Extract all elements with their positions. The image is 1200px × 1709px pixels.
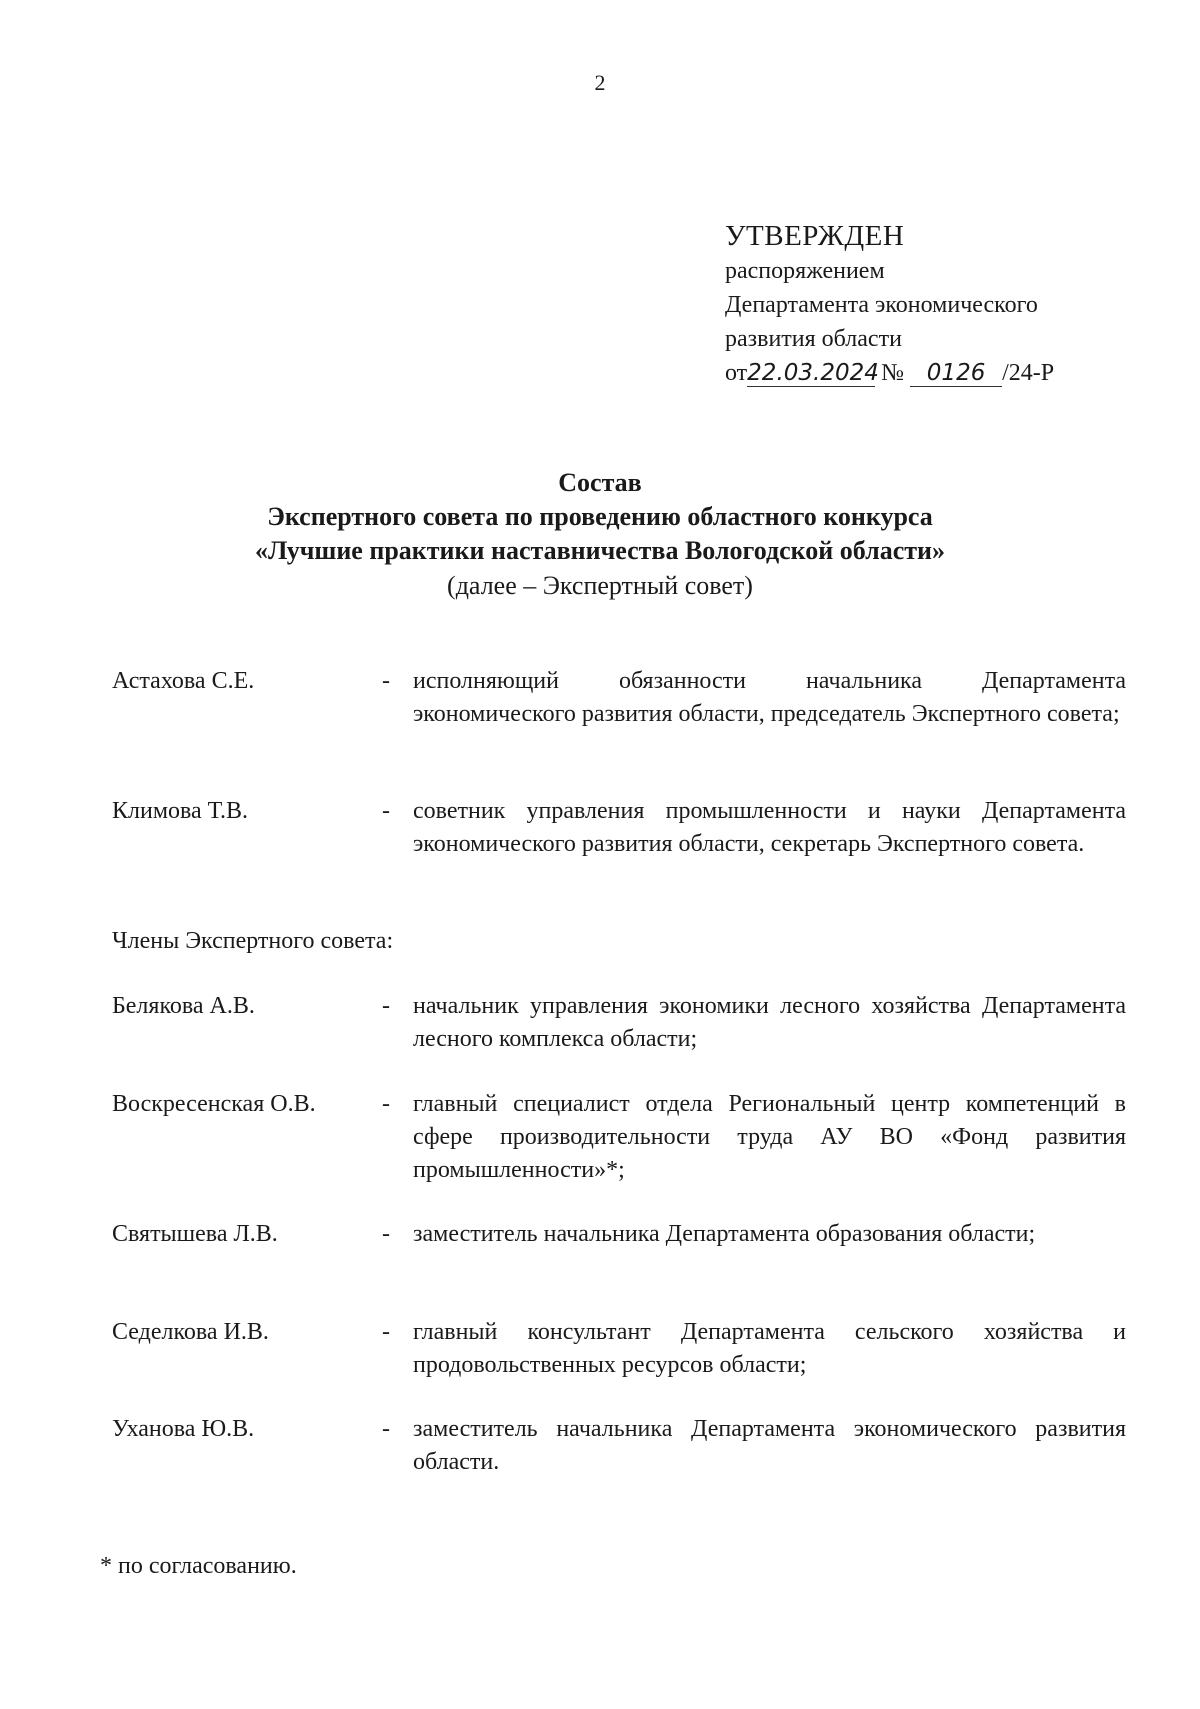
member-entry — [112, 1088, 1126, 1187]
member-name: Святышева Л.В. — [112, 1221, 278, 1247]
title-line-3: «Лучшие практики наставничества Вологодской области» — [254, 536, 945, 565]
page-number: 2 — [594, 70, 606, 95]
approval-line-1: распоряжением — [725, 258, 885, 284]
member-entry — [112, 1316, 1126, 1382]
title-line-1: Состав — [558, 468, 642, 497]
dash: - — [382, 798, 390, 824]
document-title — [0, 466, 1200, 604]
member-role: заместитель начальника Департамента образования области; — [413, 1221, 1036, 1247]
number-suffix: /24-Р — [1002, 360, 1055, 386]
member-role: главный специалист отдела Региональный центр компетенций в сфере производительности труда АУ ВО «Фонд развития промышленности»*; — [413, 1091, 1126, 1183]
member-role: исполняющий обязанности начальника Департамента экономического развития области, председатель Экспертного совета; — [413, 668, 1126, 727]
title-line-2: Экспертного совета по проведению областного конкурса — [267, 502, 933, 531]
title-line-4: (далее – Экспертный совет) — [447, 571, 753, 600]
footnote: * по согласованию. — [100, 1553, 297, 1579]
handwritten-number: 0126 — [910, 360, 1002, 387]
dash: - — [382, 668, 390, 694]
member-role: советник управления промышленности и науки Департамента экономического развития области, секретарь Экспертного совета. — [413, 798, 1126, 857]
council-chair — [112, 665, 1126, 731]
member-name: Климова Т.В. — [112, 798, 248, 824]
approval-block — [725, 218, 1054, 390]
dash: - — [382, 1416, 390, 1442]
member-role: начальник управления экономики лесного хозяйства Департамента лесного комплекса области; — [413, 993, 1126, 1052]
dash: - — [382, 1091, 390, 1117]
dash: - — [382, 1221, 390, 1247]
approval-line-3: развития области — [725, 326, 902, 352]
members-heading: Члены Экспертного совета: — [112, 928, 394, 954]
member-name: Белякова А.В. — [112, 993, 255, 1019]
member-name: Уханова Ю.В. — [112, 1416, 255, 1442]
member-role: главный консультант Департамента сельского хозяйства и продовольственных ресурсов области; — [413, 1319, 1126, 1378]
member-entry — [112, 990, 1126, 1056]
approval-line-2: Департамента экономического — [725, 292, 1038, 318]
member-entry — [112, 1218, 1126, 1251]
member-entry — [112, 1413, 1126, 1479]
member-name: Седелкова И.В. — [112, 1319, 269, 1345]
approval-date-line — [725, 356, 1054, 390]
approval-stamp: УТВЕРЖДЕН — [725, 220, 905, 252]
handwritten-date: 22.03.2024 — [747, 360, 879, 386]
number-prefix: № — [881, 360, 905, 386]
council-secretary — [112, 795, 1126, 861]
member-role: заместитель начальника Департамента экономического развития области. — [413, 1416, 1126, 1475]
dash: - — [382, 993, 390, 1019]
date-prefix: от — [725, 360, 748, 386]
member-name: Астахова С.Е. — [112, 668, 255, 694]
dash: - — [382, 1319, 390, 1345]
member-name: Воскресенская О.В. — [112, 1091, 316, 1117]
